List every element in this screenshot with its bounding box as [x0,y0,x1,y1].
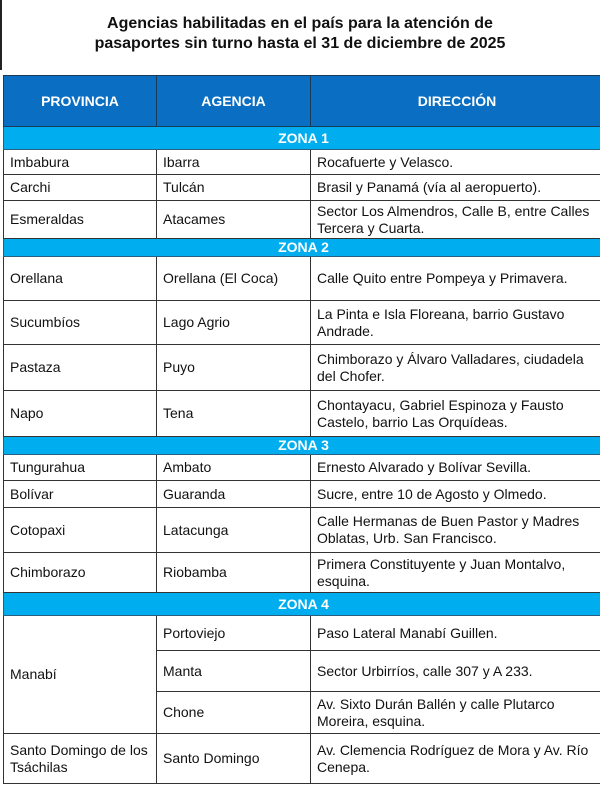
cell-direccion: Calle Hermanas de Buen Pastor y Madres Oblatas, Urb. San Francisco. [311,508,600,553]
table-header-row [4,76,600,127]
cell-provincia: Pastaza [4,345,157,391]
cell-direccion: Chimborazo y Álvaro Valladares, ciudadela del Chofer. [311,345,600,391]
page-title [0,14,600,54]
cell-direccion: Av. Clemencia Rodríguez de Mora y Av. Río Cenepa. [311,734,600,784]
table-row [4,455,600,481]
table-row [4,301,600,345]
zone-row-2 [4,239,600,257]
cell-direccion: Sucre, entre 10 de Agosto y Olmedo. [311,481,600,508]
zone-row-4 [4,593,600,616]
cell-agencia: Tulcán [157,175,311,201]
agencies-table [3,75,600,784]
cell-direccion: Primera Constituyente y Juan Montalvo, esquina. [311,553,600,593]
title-line-2: pasaportes sin turno hasta el 31 de diciembre de 2025 [94,35,506,52]
cell-agencia: Santo Domingo [157,734,311,784]
cell-provincia: Cotopaxi [4,508,157,553]
cell-direccion: Ernesto Alvarado y Bolívar Sevilla. [311,455,600,481]
table-row [4,734,600,784]
cell-agencia: Orellana (El Coca) [157,257,311,301]
cell-agencia: Ibarra [157,150,311,175]
cell-direccion: Sector Urbirríos, calle 307 y A 233. [311,651,600,692]
cell-provincia: Bolívar [4,481,157,508]
cell-direccion: Av. Sixto Durán Ballén y calle Plutarco Moreira, esquina. [311,692,600,734]
cell-agencia: Riobamba [157,553,311,593]
cell-provincia: Esmeraldas [4,201,157,239]
zone-label: ZONA 3 [4,437,600,455]
cell-provincia: Sucumbíos [4,301,157,345]
cell-provincia: Chimborazo [4,553,157,593]
table-row [4,508,600,553]
cell-agencia: Tena [157,391,311,437]
table-row [4,481,600,508]
table-row [4,616,600,651]
cell-provincia: Carchi [4,175,157,201]
table-row [4,257,600,301]
cell-provincia: Manabí [4,616,157,734]
table-row [4,345,600,391]
cell-provincia: Imbabura [4,150,157,175]
zone-row-3 [4,437,600,455]
title-line-1: Agencias habilitadas en el país para la atención de [107,15,493,32]
cell-agencia: Atacames [157,201,311,239]
cell-direccion: Brasil y Panamá (vía al aeropuerto). [311,175,600,201]
header-direccion: DIRECCIÓN [311,76,600,127]
cell-provincia: Napo [4,391,157,437]
header-agencia: AGENCIA [157,76,311,127]
table-row [4,175,600,201]
table-row [4,553,600,593]
cell-direccion: La Pinta e Isla Floreana, barrio Gustavo Andrade. [311,301,600,345]
cell-agencia: Lago Agrio [157,301,311,345]
cell-agencia: Chone [157,692,311,734]
zone-row-1 [4,127,600,150]
cell-direccion: Paso Lateral Manabí Guillen. [311,616,600,651]
cell-provincia: Santo Domingo de los Tsáchilas [4,734,157,784]
cell-agencia: Guaranda [157,481,311,508]
cell-agencia: Latacunga [157,508,311,553]
table-row [4,201,600,239]
header-provincia: PROVINCIA [4,76,157,127]
zone-label: ZONA 4 [4,593,600,616]
table-row [4,150,600,175]
cell-agencia: Portoviejo [157,616,311,651]
zone-label: ZONA 2 [4,239,600,257]
cell-agencia: Manta [157,651,311,692]
table-row [4,391,600,437]
cell-direccion: Rocafuerte y Velasco. [311,150,600,175]
cell-provincia: Tungurahua [4,455,157,481]
cell-agencia: Ambato [157,455,311,481]
cell-direccion: Chontayacu, Gabriel Espinoza y Fausto Castelo, barrio Las Orquídeas. [311,391,600,437]
cell-direccion: Sector Los Almendros, Calle B, entre Calles Tercera y Cuarta. [311,201,600,239]
cell-provincia: Orellana [4,257,157,301]
cell-direccion: Calle Quito entre Pompeya y Primavera. [311,257,600,301]
cell-agencia: Puyo [157,345,311,391]
zone-label: ZONA 1 [4,127,600,150]
